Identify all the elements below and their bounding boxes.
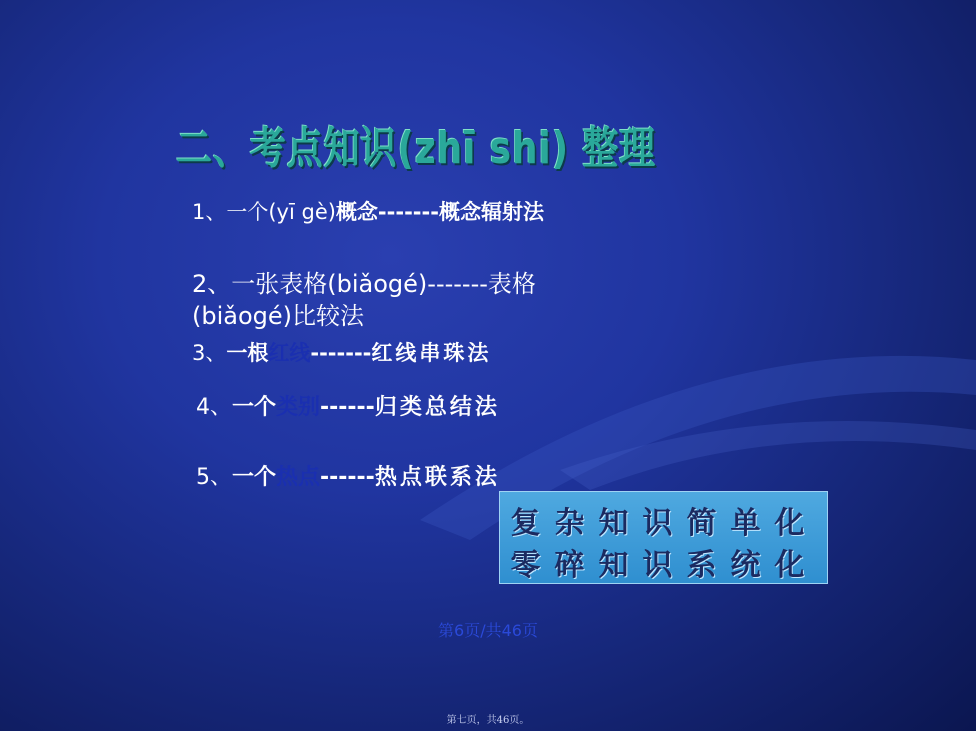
item-5 [196,460,500,491]
item-1 [192,196,544,226]
item-2 [192,268,536,332]
item-3-bold: 一根 [226,341,269,365]
item-3-method: 红线串珠法 [371,341,492,365]
item-4-bold: 一个 [232,395,277,420]
item-4 [196,390,500,421]
item-4-prefix: 4、 [196,395,232,420]
item-2-line2: (biǎogé)比较法 [192,302,365,330]
summary-box [499,491,828,584]
item-3-highlight: 红线 [268,341,311,365]
item-5-prefix: 5、 [196,465,232,490]
slide-title: 二、考点知识(zhī shi) 整理 [176,123,657,174]
item-4-highlight: 类别 [276,395,321,420]
item-4-dashes: ------ [320,395,375,420]
item-5-dashes: ------ [320,465,375,490]
summary-line-1: 复杂知识简单化 [510,506,819,541]
item-3-prefix: 3、 [192,341,227,365]
item-5-method: 热点联系法 [374,465,500,490]
item-4-method: 归类总结法 [374,395,500,420]
item-2-line1: 2、一张表格(biǎogé)-------表格 [192,270,536,298]
item-3-dashes: ------- [310,341,372,365]
footer-note: 第七页，共46页。 [446,715,530,726]
item-3 [192,337,491,367]
item-5-bold: 一个 [232,465,277,490]
summary-line-2: 零碎知识系统化 [510,548,819,583]
item-1-prefix: 1、一个(yī gè) [192,200,336,224]
item-1-method: 概念-------概念辐射法 [335,200,544,224]
page-number: 第6页/共46页 [438,621,538,640]
item-5-highlight: 热点 [276,465,321,490]
